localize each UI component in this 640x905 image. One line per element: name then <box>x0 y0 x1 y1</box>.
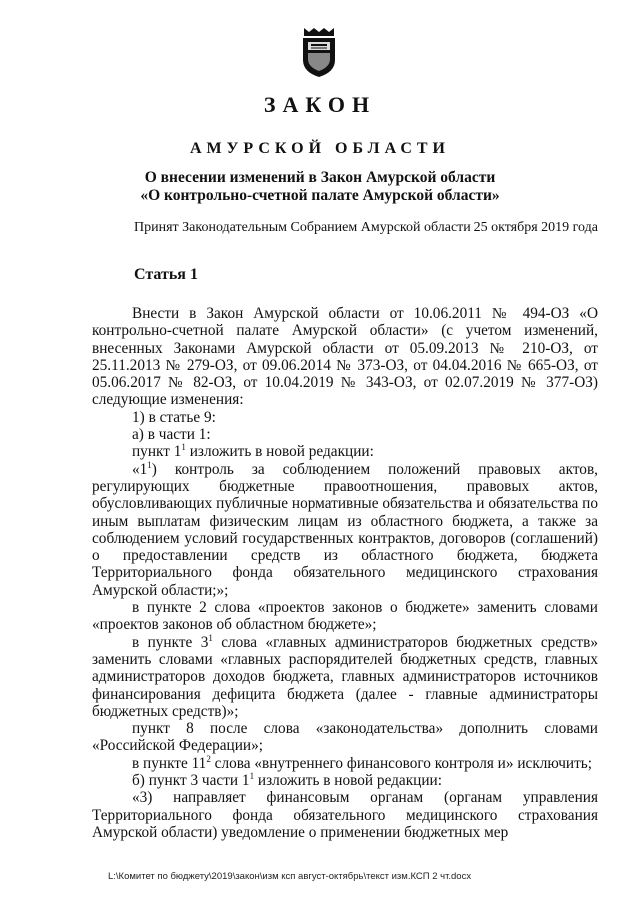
document-type-title: ЗАКОН <box>263 92 377 117</box>
paragraph-point-1-1-text: «$1^1$) контроль за соблюдением положений правовых актов, регулирующих бюджетные правоотношения, правовых актов, обусловливающих публичные нормативные обязательства и обязательства по иным выплатам физическим лицам из областного бюджета, а также за соблюдением условий государственных контрактов, договоров (соглашений) о предоставлении средств из областного бюджета, бюджета Территориального фонда обязательного медицинского страхования Амурской области;»; <box>92 459 598 599</box>
adoption-date: 25 октября 2019 года <box>473 220 598 235</box>
list-item-1: 1) в статье 9: <box>132 408 216 426</box>
paragraph-intro: Внести в Закон Амурской области от 10.06.2011 № 494-ОЗ «О контрольно-счетной палате Амурской области» (с учетом изменений, внесенных Законами Амурской области от 05.09.2013 № 210-ОЗ, от 25.11.2013 № 279-ОЗ, от 09.06.2014 № 373-ОЗ, от 04.04.2016 № 665-ОЗ, от 05.06.2017 № 82-ОЗ, от 10.04.2019 № 343-ОЗ, от 02.07.2019 № 377-ОЗ) следующие изменения: <box>92 305 598 409</box>
law-text <box>92 305 598 841</box>
law-subtitle-line-1: О внесении изменений в Закон Амурской области <box>144 169 496 186</box>
list-item-point-1-1: пункт $1^1$ изложить в новой редакции: <box>132 442 374 461</box>
paragraph-point-8: пункт 8 после слова «законодательства» дополнить словами «Российской Федерации»; <box>92 720 598 755</box>
paragraph-point-3-text: «3) направляет финансовым органам (органам управления Территориального фонда обязательного медицинского страхования Амурской области) уведомление о применении бюджетных мер <box>92 789 598 841</box>
coat-of-arms-icon <box>300 26 338 78</box>
paragraph-point-2: в пункте 2 слова «проектов законов о бюджете» заменить словами «проектов законов об областном бюджете»; <box>92 599 598 634</box>
adoption-line <box>134 220 598 236</box>
file-path-footer: L:\Комитет по бюджету\2019\закон\изм ксп август-октябрь\текст изм.КСП 2 чт.docx <box>108 871 472 882</box>
adopted-by: Принят Законодательным Собранием Амурской области <box>134 220 471 235</box>
paragraph-point-3-1: в пункте $3^1$ слова «главных администраторов бюджетных средств» заменить словами «главных распорядителей бюджетных средств, главных администраторов доходов бюджета, главных администраторов источников финансирования дефицита бюджета (далее - главные администраторы бюджетных средств)»; <box>92 632 598 720</box>
article-heading: Статья 1 <box>134 266 198 283</box>
law-subtitle-line-2: «О контрольно-счетной палате Амурской области» <box>140 187 500 204</box>
paragraph-point-11-2: в пункте $11^2$ слова «внутреннего финансового контроля и» исключить; <box>132 753 593 772</box>
list-item-b: б) пункт 3 части $1^1$ изложить в новой редакции: <box>132 770 442 790</box>
region-title: АМУРСКОЙ ОБЛАСТИ <box>190 140 450 157</box>
list-item-a: а) в части 1: <box>132 426 211 444</box>
